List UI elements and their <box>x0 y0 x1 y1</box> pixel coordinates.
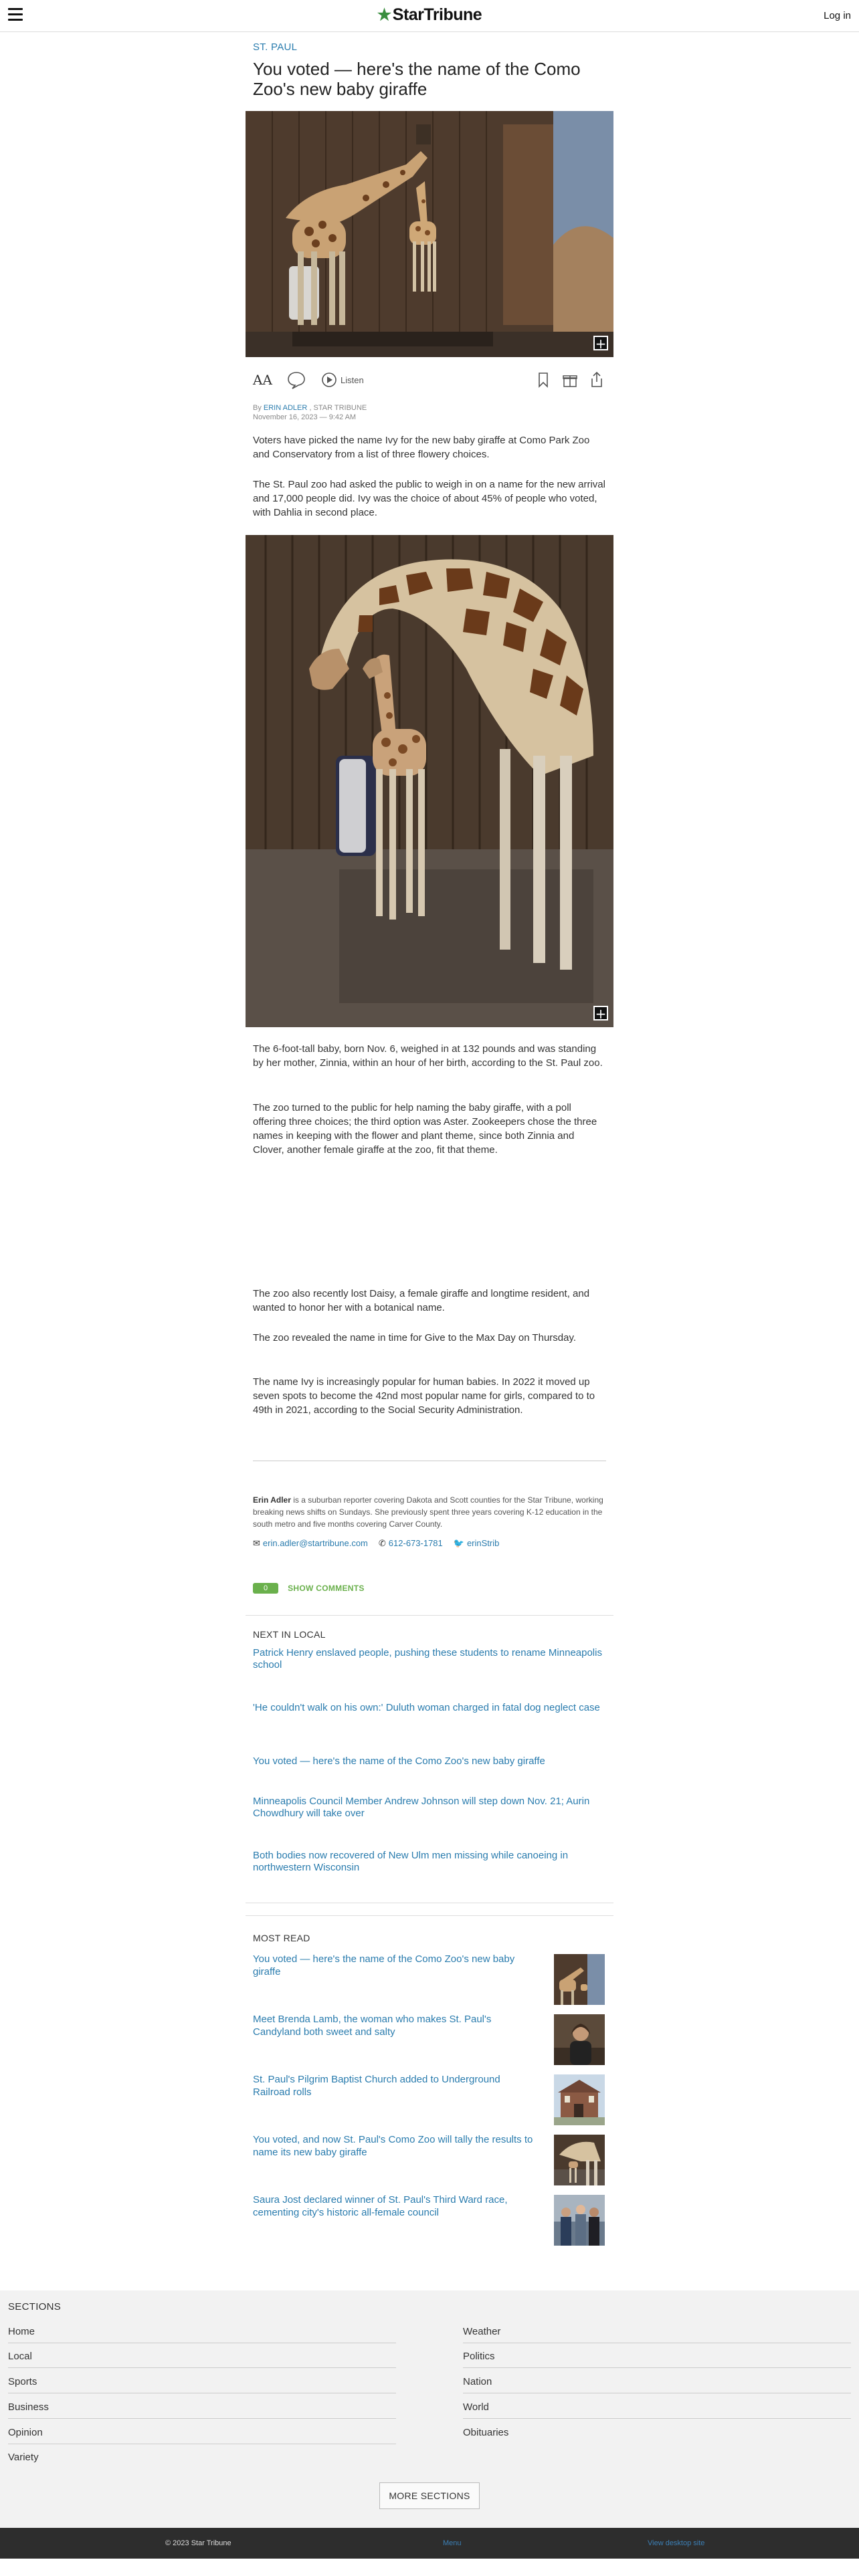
bookmark-icon[interactable] <box>537 372 549 388</box>
most-read-item[interactable]: You voted, and now St. Paul's Como Zoo will tally the results to name its new baby giraffe <box>253 2134 533 2158</box>
section-link-sports[interactable]: Sports <box>8 2376 396 2393</box>
inline-photo[interactable] <box>246 535 613 1027</box>
brand-logo[interactable]: ★StarTribune <box>377 5 482 24</box>
expand-photo-icon[interactable]: + <box>593 1006 608 1021</box>
next-in-local-item[interactable]: Minneapolis Council Member Andrew Johnson will step down Nov. 21; Aurin Chowdhury will take over <box>253 1796 590 1819</box>
share-icon[interactable] <box>589 371 604 389</box>
phone-icon: ✆ <box>378 1538 386 1548</box>
footer-menu-link[interactable]: Menu <box>443 2539 462 2547</box>
section-link-home[interactable]: Home <box>8 2326 396 2343</box>
next-in-local-item[interactable]: Both bodies now recovered of New Ulm men missing while canoeing in northwestern Wisconsin <box>253 1850 569 1873</box>
publish-date: November 16, 2023 — 9:42 AM <box>253 413 357 421</box>
comment-icon[interactable] <box>286 370 306 389</box>
most-read-thumbnail[interactable] <box>554 2135 605 2185</box>
next-in-local-item[interactable]: 'He couldn't walk on his own:' Duluth woman charged in fatal dog neglect case <box>253 1702 600 1713</box>
twitter-icon: 🐦 <box>453 1538 464 1548</box>
listen-button[interactable]: Listen <box>321 372 364 388</box>
play-icon <box>321 372 337 388</box>
most-read-thumbnail[interactable] <box>554 2195 605 2246</box>
article-paragraph: The zoo turned to the public for help naming the baby giraffe, with a poll offering three choices; the third option was Aster. Zookeepers chose the three names in keeping with the flower and plant theme, since both Zinnia and Clover, another female giraffe at the zoo, fit that theme. <box>253 1102 597 1156</box>
bottom-bar <box>0 2528 859 2559</box>
section-link-nation[interactable]: Nation <box>463 2376 851 2393</box>
headline: You voted — here's the name of the Como Zoo's new baby giraffe <box>253 59 581 99</box>
article-paragraph: Voters have picked the name Ivy for the new baby giraffe at Como Park Zoo and Conservatory from a list of three flowery choices. <box>253 435 590 460</box>
show-comments-label: SHOW COMMENTS <box>288 1584 365 1593</box>
more-sections-button[interactable]: MORE SECTIONS <box>379 2482 480 2509</box>
most-read-thumbnail[interactable] <box>554 1954 605 2005</box>
article-paragraph: The zoo revealed the name in time for Give to the Max Day on Thursday. <box>253 1332 577 1344</box>
desktop-site-link[interactable]: View desktop site <box>648 2539 705 2547</box>
expand-photo-icon[interactable]: + <box>593 336 608 350</box>
section-link-opinion[interactable]: Opinion <box>8 2427 396 2444</box>
article-paragraph: The 6-foot-tall baby, born Nov. 6, weighed in at 132 pounds and was standing by her mother, Zinnia, within an hour of her birth, according to the St. Paul zoo. <box>253 1043 603 1069</box>
top-bar <box>0 0 859 32</box>
section-label[interactable]: ST. PAUL <box>253 41 298 53</box>
author-bio: Erin Adler is a suburban reporter covering Dakota and Scott counties for the Star Tribune, working breaking news shifts on Sundays. She previously spent three years covering K-12 education in the south metro and five months covering Carver County. <box>253 1495 603 1529</box>
most-read-item[interactable]: Meet Brenda Lamb, the woman who makes St. Paul's Candyland both sweet and salty <box>253 2014 492 2038</box>
star-logo-icon: ★ <box>377 6 391 24</box>
section-link-variety[interactable]: Variety <box>8 2452 39 2463</box>
most-read-title: MOST READ <box>253 1933 310 1943</box>
gift-icon[interactable] <box>562 372 578 388</box>
author-contacts <box>253 1538 499 1549</box>
section-link-obituaries[interactable]: Obituaries <box>463 2427 509 2438</box>
divider <box>246 1615 613 1616</box>
author-link[interactable]: ERIN ADLER <box>263 404 308 412</box>
section-link-weather[interactable]: Weather <box>463 2326 851 2343</box>
email-icon: ✉ <box>253 1538 260 1548</box>
most-read-thumbnail[interactable] <box>554 2074 605 2125</box>
most-read-item[interactable]: Saura Jost declared winner of St. Paul's Third Ward race, cementing city's historic all-female council <box>253 2194 508 2218</box>
article-paragraph: The St. Paul zoo had asked the public to weigh in on a name for the new arrival and 17,000 people did. Ivy was the choice of about 45% of people who voted, with Dahlia in second place. <box>253 479 605 518</box>
font-size-button[interactable]: AA <box>253 372 272 388</box>
article-paragraph: The zoo also recently lost Daisy, a female giraffe and longtime resident, and wanted to honor her with a botanical name. <box>253 1288 590 1313</box>
most-read-item[interactable]: St. Paul's Pilgrim Baptist Church added to Underground Railroad rolls <box>253 2074 500 2098</box>
author-phone-link[interactable]: ✆ 612-673-1781 <box>378 1538 443 1548</box>
section-link-world[interactable]: World <box>463 2401 851 2419</box>
section-link-local[interactable]: Local <box>8 2351 396 2368</box>
most-read-item[interactable]: You voted — here's the name of the Como Zoo's new baby giraffe <box>253 1953 515 1977</box>
divider <box>246 1915 613 1916</box>
next-in-local-title: NEXT IN LOCAL <box>253 1629 326 1640</box>
section-link-politics[interactable]: Politics <box>463 2351 851 2368</box>
next-in-local-item[interactable]: You voted — here's the name of the Como Zoo's new baby giraffe <box>253 1755 545 1767</box>
article-paragraph: The name Ivy is increasingly popular for human babies. In 2022 it moved up seven spots to become the 42nd most popular name for girls, compared to to 49th in 2021, according to the Social Security Administration. <box>253 1376 595 1416</box>
article-tools <box>253 369 607 393</box>
comment-count-badge: 0 <box>253 1583 278 1594</box>
giraffe-photo-2 <box>246 535 613 1027</box>
sections-title: SECTIONS <box>8 2301 62 2313</box>
byline: By ERIN ADLER , STAR TRIBUNE November 16, 2023 — 9:42 AM <box>253 404 367 421</box>
copyright: © 2023 Star Tribune <box>165 2539 231 2547</box>
author-email-link[interactable]: ✉ erin.adler@startribune.com <box>253 1538 368 1548</box>
next-in-local-item[interactable]: Patrick Henry enslaved people, pushing these students to rename Minneapolis school <box>253 1647 602 1671</box>
section-link-business[interactable]: Business <box>8 2401 396 2419</box>
hero-photo[interactable] <box>246 111 613 357</box>
login-link[interactable]: Log in <box>824 10 851 21</box>
most-read-thumbnail[interactable] <box>554 2014 605 2065</box>
author-twitter-link[interactable]: 🐦 erinStrib <box>453 1538 500 1548</box>
comments-toggle[interactable] <box>253 1583 365 1594</box>
giraffe-photo-1 <box>246 111 613 357</box>
